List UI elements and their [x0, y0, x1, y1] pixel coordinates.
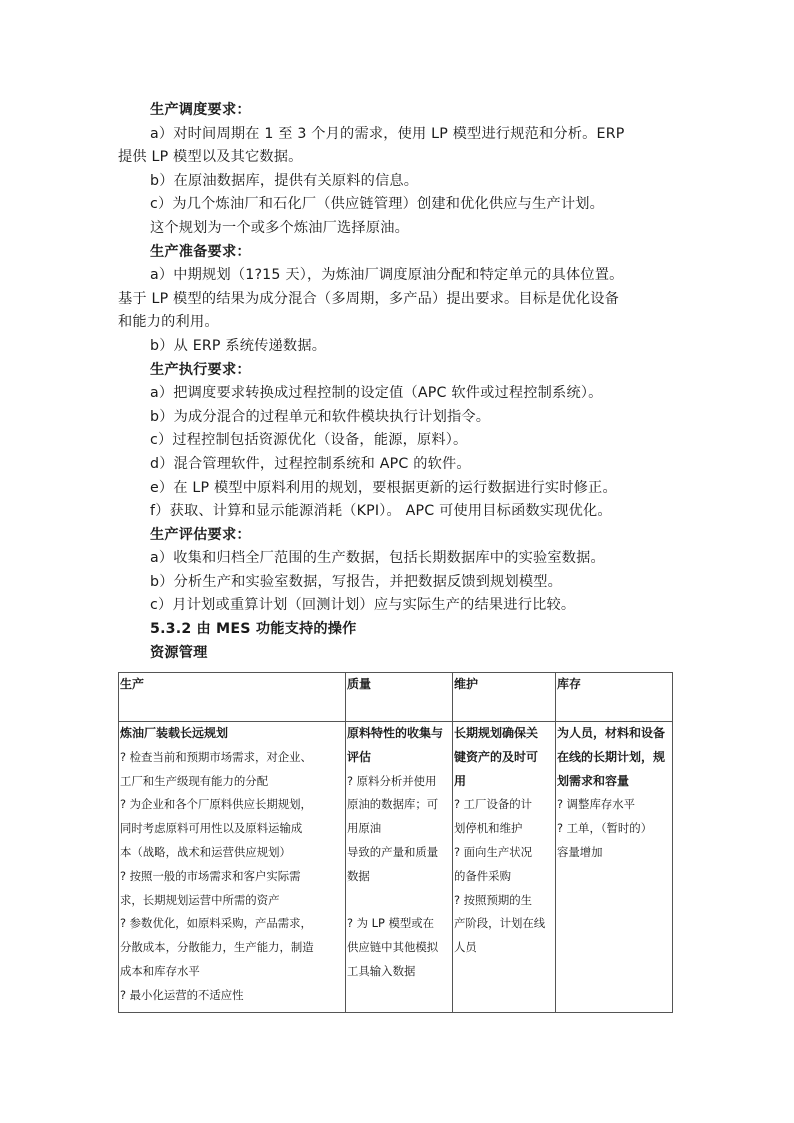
cell-text-line: 容量增加 [557, 844, 603, 859]
paragraph-line: a）把调度要求转换成过程控制的设定值（APC 软件或过程控制系统）。 [150, 385, 603, 402]
paragraph-line: b）分析生产和实验室数据，写报告，并把数据反馈到规划模型。 [150, 573, 563, 590]
paragraph-line: 提供 LP 模型以及其它数据。 [118, 149, 303, 166]
cell-quality [346, 722, 453, 1013]
document-body [118, 99, 678, 665]
cell-text-line: 划停机和维护 [454, 821, 523, 836]
cell-text-line: 导致的产量和质量 [347, 844, 439, 859]
cell-text-line: 成本和库存水平 [120, 963, 200, 978]
header-inventory: 库存 [556, 673, 673, 722]
header-production: 生产 [119, 673, 346, 722]
cell-text-line: ? 为 LP 模型或在 [347, 916, 435, 931]
section-heading: 生产评估要求： [150, 526, 251, 543]
section-heading: 5.3.2 由 MES 功能支持的操作 [150, 621, 357, 638]
section-heading: 资源管理 [150, 644, 208, 661]
table-header-row [119, 673, 673, 722]
paragraph-line: a）收集和归档全厂范围的生产数据，包括长期数据库中的实验室数据。 [150, 550, 605, 567]
paragraph-line: f）获取、计算和显示能源消耗（KPI）。 APC 可使用目标函数实现优化。 [150, 503, 612, 520]
cell-text-line: 供应链中其他模拟 [347, 940, 439, 955]
paragraph-line: c）过程控制包括资源优化（设备，能源，原料）。 [150, 432, 468, 449]
section-heading: 生产执行要求： [150, 361, 251, 378]
paragraph-line: c）为几个炼油厂和石化厂（供应链管理）创建和优化供应与生产计划。 [150, 196, 605, 213]
cell-text-line: ? 为企业和各个厂原料供应长期规划， [120, 797, 312, 812]
cell-title-line: 为人员，材料和设备 [557, 726, 666, 740]
cell-text-line: 人员 [454, 940, 477, 955]
paragraph-line: a）中期规划（1?15 天），为炼油厂调度原油分配和特定单元的具体位置。 [150, 267, 624, 284]
cell-text-line: 原油的数据库；可 [347, 797, 439, 812]
cell-title-line: 评估 [347, 749, 372, 764]
cell-title-line: 炼油厂装载长远规划 [120, 726, 229, 740]
cell-title-line: 在线的长期计划，规 [557, 749, 666, 764]
cell-text-line: ? 工厂设备的计 [454, 797, 533, 812]
section-heading: 生产调度要求： [150, 102, 251, 118]
cell-text-line: ? 工单，（暂时的） [557, 821, 653, 836]
cell-title-line: 划需求和容量 [557, 773, 630, 788]
paragraph-line: d）混合管理软件，过程控制系统和 APC 的软件。 [150, 455, 471, 472]
cell-text-line [347, 889, 451, 913]
cell-text-line: ? 最小化运营的不适应性 [120, 987, 244, 1002]
cell-text-line: ? 按照预期的生 [454, 892, 533, 907]
cell-text-line: ? 调整库存水平 [557, 797, 636, 812]
header-quality: 质量 [346, 673, 453, 722]
cell-inventory [556, 722, 673, 1013]
paragraph-line: a）对时间周期在 1 至 3 个月的需求，使用 LP 模型进行规范和分析。ERP [150, 125, 625, 142]
paragraph-line: b）从 ERP 系统传递数据。 [150, 337, 327, 354]
cell-title-line: 键资产的及时可 [454, 749, 539, 764]
cell-title-line: 原料特性的收集与 [347, 726, 444, 740]
cell-text-line: 用原油 [347, 821, 382, 836]
cell-text-line: ? 检查当前和预期市场需求，对企业、 [120, 749, 312, 764]
paragraph-line: b）为成分混合的过程单元和软件模块执行计划指令。 [150, 408, 491, 425]
cell-text-line: 求，长期规划运营中所需的资产 [120, 892, 280, 907]
cell-maintenance [453, 722, 556, 1013]
section-heading: 生产准备要求： [150, 243, 251, 260]
paragraph-line: e）在 LP 模型中原料利用的规划，要根据更新的运行数据进行实时修正。 [150, 479, 617, 496]
cell-text-line: ? 原料分析并使用 [347, 773, 437, 788]
cell-text-line: 数据 [347, 868, 370, 883]
cell-text-line: 分散成本，分散能力，生产能力，制造 [120, 940, 314, 955]
header-maintenance: 维护 [453, 673, 556, 722]
cell-title-line: 长期规划确保关 [454, 726, 539, 740]
table-body-row [119, 722, 673, 1013]
cell-text-line: 工厂和生产级现有能力的分配 [120, 773, 269, 788]
cell-text-line: 同时考虑原料可用性以及原料运输成 [120, 821, 303, 836]
cell-text-line: ? 面向生产状况 [454, 844, 533, 859]
paragraph-line: b）在原油数据库，提供有关原料的信息。 [150, 172, 419, 189]
cell-production [119, 722, 346, 1013]
paragraph-line: 和能力的利用。 [118, 314, 219, 331]
paragraph-line: c）月计划或重算计划（回测计划）应与实际生产的结果进行比较。 [150, 597, 576, 614]
paragraph-line: 基于 LP 模型的结果为成分混合（多周期，多产品）提出要求。目标是优化设备 [118, 290, 620, 307]
paragraph-line: 这个规划为一个或多个炼油厂选择原油。 [150, 219, 409, 236]
cell-text-line: ? 按照一般的市场需求和客户实际需 [120, 868, 301, 883]
resource-management-table [118, 672, 673, 1013]
cell-title-line: 用 [454, 773, 467, 788]
cell-text-line: ? 参数优化，如原料采购，产品需求， [120, 916, 312, 931]
cell-text-line: 产阶段，计划在线 [454, 916, 546, 931]
cell-text-line: 本（战略，战术和运营供应规划） [120, 844, 291, 859]
cell-text-line: 工具输入数据 [347, 963, 416, 978]
cell-text-line: 的备件采购 [454, 868, 511, 883]
